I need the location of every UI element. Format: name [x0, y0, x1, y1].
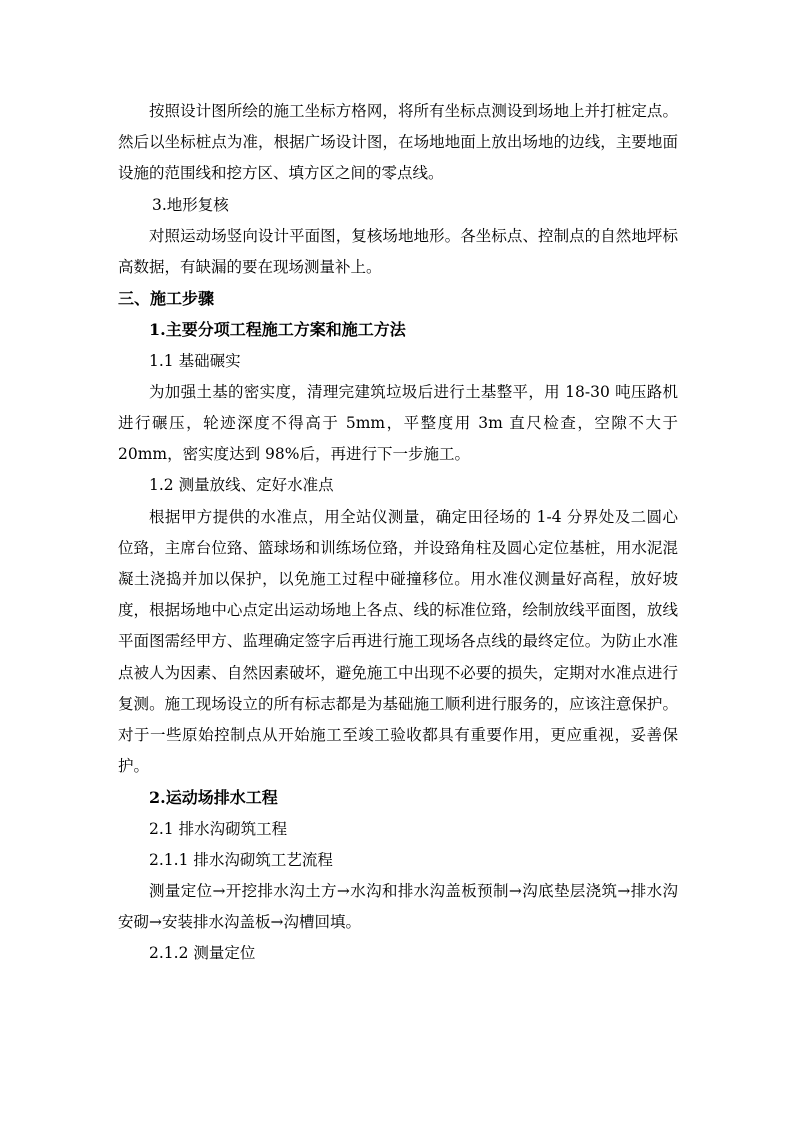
heading-terrain-check: 3.地形复核 [152, 195, 229, 214]
heading-ditch-process: 2.1.1 排水沟砌筑工艺流程 [149, 850, 333, 869]
paragraph-survey-benchmark: 根据甲方提供的水准点，用全站仪测量，确定田径场的 1-4 分界处及二圆心位臵，主席台位臵、篮球场和训练场位臵，并设臵角柱及圆心定位基桩，用水泥混凝土浇捣并加以保护，以免施工过程中碰撞移位。用水准仪测量好高程，放好坡度，根据场地中心点定出运动场地上各点、线的标准位臵，绘制放线平面图，放线平面图需经甲方、监理确定签字后再进行施工现场各点线的最终定位。为防止水准点被人为因素、自然因素破坏，避免施工中出现不必要的损失，定期对水准点进行复测。施工现场设立的所有标志都是为基础施工顺利进行服务的，应该注意保护。对于一些原始控制点从开始施工至竣工验收都具有重要作用，更应重视，妥善保护。 [118, 507, 678, 776]
heading-main-works: 1.主要分项工程施工方案和施工方法 [149, 320, 406, 340]
heading-drainage-works: 2.运动场排水工程 [149, 788, 278, 808]
paragraph-survey-grid: 按照设计图所绘的施工坐标方格网，将所有坐标点测设到场地上并打桩定点。然后以坐标桩点为准，根据广场设计图，在场地地面上放出场地的边线，主要地面设施的范围线和挖方区、填方区之间的零点线。 [118, 102, 678, 183]
document-body [118, 96, 678, 970]
heading-ditch-masonry: 2.1 排水沟砌筑工程 [149, 819, 288, 838]
paragraph-foundation-compaction: 为加强土基的密实度，清理完建筑垃圾后进行土基整平，用 18-30 吨压路机进行碾压，轮迹深度不得高于 5mm，平整度用 3m 直尺检查，空隙不大于 20mm，密实度达到 98%后，再进行下一步施工。 [118, 382, 678, 464]
heading-survey-benchmark: 1.2 测量放线、定好水准点 [149, 476, 334, 495]
paragraph-ditch-process: 测量定位→开挖排水沟土方→水沟和排水沟盖板预制→沟底垫层浇筑→排水沟安砌→安装排水沟盖板→沟槽回填。 [118, 882, 678, 932]
heading-foundation-compaction: 1.1 基础碾实 [149, 351, 241, 370]
paragraph-terrain-check: 对照运动场竖向设计平面图，复核场地地形。各坐标点、控制点的自然地坪标高数据，有缺漏的要在现场测量补上。 [118, 226, 678, 277]
heading-survey-positioning: 2.1.2 测量定位 [149, 944, 256, 963]
heading-construction-steps: 三、施工步骤 [118, 289, 215, 309]
